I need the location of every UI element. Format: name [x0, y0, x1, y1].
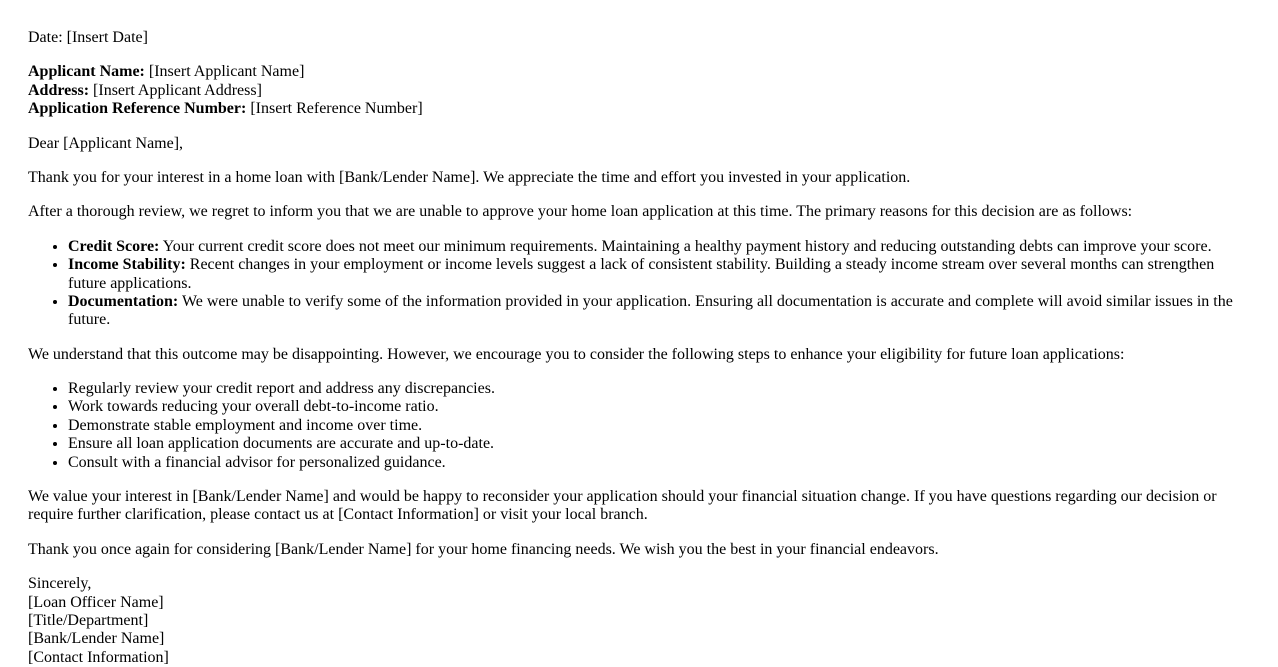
- reference-number-value: [Insert Reference Number]: [250, 100, 423, 118]
- closing-line-title-department: [Title/Department]: [28, 611, 149, 629]
- denial-reasons-list: [28, 238, 1238, 330]
- paragraph-thank-you: Thank you for your interest in a home loan with [Bank/Lender Name]. We appreciate the time and effort you invested in your application.: [28, 168, 911, 186]
- address-value: [Insert Applicant Address]: [93, 81, 262, 99]
- recipient-block: [28, 63, 1238, 118]
- improvement-step-item: • Regularly review your credit report and address any discrepancies.: [68, 380, 1238, 398]
- denial-reason-label: Income Stability:: [68, 256, 186, 274]
- applicant-name-label: Applicant Name:: [28, 63, 145, 81]
- denial-reason-label: Credit Score:: [68, 237, 160, 255]
- improvement-step-item: • Consult with a financial advisor for personalized guidance.: [68, 454, 1238, 472]
- denial-reason-item: [68, 238, 1238, 256]
- address-label: Address:: [28, 81, 90, 99]
- applicant-name-value: [Insert Applicant Name]: [148, 63, 305, 81]
- denial-reason-text: Recent changes in your employment or income levels suggest a lack of consistent stability. Building a steady income stream over several months can strengthen future applications.: [68, 256, 1215, 292]
- closing-line-bank-name: [Bank/Lender Name]: [28, 630, 165, 648]
- improvement-step-item: • Ensure all loan application documents are accurate and up-to-date.: [68, 435, 1238, 453]
- signoff: Sincerely,: [28, 575, 92, 593]
- paragraph-understand: We understand that this outcome may be disappointing. However, we encourage you to consider the following steps to enhance your eligibility for future loan applications:: [28, 345, 1125, 363]
- denial-reason-item: [68, 293, 1238, 330]
- reference-number-label: Application Reference Number:: [28, 100, 247, 118]
- closing-line-contact-information: [Contact Information]: [28, 648, 169, 666]
- improvement-step-item: • Demonstrate stable employment and income over time.: [68, 417, 1238, 435]
- paragraph-reconsider: We value your interest in [Bank/Lender Name] and would be happy to reconsider your application should your financial situation change. If you have questions regarding our decision or require further clarification, please contact us at [Contact Information] or visit your local branch.: [28, 488, 1217, 524]
- salutation: Dear [Applicant Name],: [28, 134, 184, 152]
- improvement-step-item: • Work towards reducing your overall debt-to-income ratio.: [68, 398, 1238, 416]
- date-line: Date: [Insert Date]: [28, 29, 148, 46]
- denial-reason-item: [68, 256, 1238, 293]
- improvement-steps-list: [28, 380, 1238, 472]
- closing-block: [28, 575, 1238, 667]
- denial-reason-text: We were unable to verify some of the information provided in your application. Ensuring all documentation is accurate and complete will avoid similar issues in the future.: [68, 292, 1233, 329]
- denial-reason-text: Your current credit score does not meet our minimum requirements. Maintaining a healthy payment history and reducing outstanding debts can improve your score.: [162, 237, 1212, 255]
- paragraph-thanks-again: Thank you once again for considering [Bank/Lender Name] for your home financing needs. We wish you the best in your financial endeavors.: [28, 540, 939, 558]
- closing-line-officer-name: [Loan Officer Name]: [28, 593, 164, 611]
- denial-reason-label: Documentation:: [68, 292, 179, 310]
- paragraph-regret: After a thorough review, we regret to inform you that we are unable to approve your home loan application at this time. The primary reasons for this decision are as follows:: [28, 203, 1133, 221]
